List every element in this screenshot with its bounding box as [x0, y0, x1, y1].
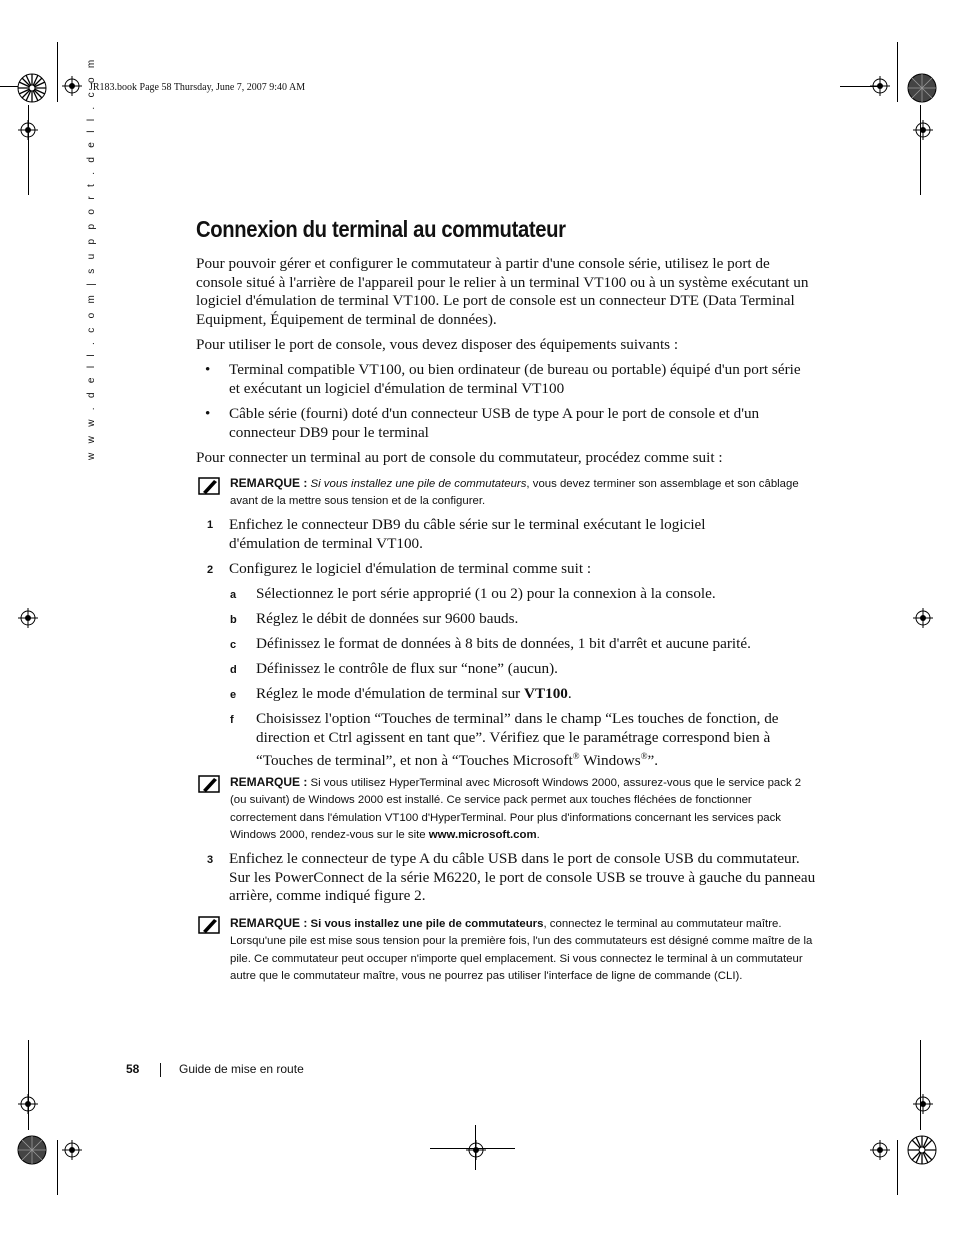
substep-letter: b — [230, 614, 237, 626]
crop-mark — [28, 1040, 29, 1130]
note-remarque — [230, 475, 815, 511]
substep-text: Définissez le format de données à 8 bits de données, 1 bit d'arrêt et aucune parité. — [256, 635, 751, 652]
substep-text-part: Réglez le mode d'émulation de terminal sur — [256, 685, 525, 702]
crosshair-icon — [18, 608, 38, 628]
substep-text — [256, 710, 804, 771]
substep-letter: e — [230, 689, 237, 701]
note-pencil-icon — [198, 477, 220, 495]
note-pencil-icon — [198, 916, 220, 934]
crop-mark — [897, 42, 898, 102]
page-number: 58 — [126, 1062, 140, 1076]
bullet-marker: • — [205, 405, 211, 422]
step-number: 3 — [207, 854, 214, 866]
substep-text: Sélectionnez le port série approprié (1 ou 2) pour la connexion à la console. — [256, 585, 716, 602]
crosshair-icon — [913, 1094, 933, 1114]
substep-text-end: . — [567, 685, 572, 702]
footer-separator — [160, 1063, 161, 1077]
crop-mark — [920, 1040, 921, 1130]
intro-paragraph-2: Pour utiliser le port de console, vous devez disposer des équipements suivants : — [196, 336, 679, 353]
footer-title: Guide de mise en route — [179, 1062, 304, 1076]
note-link[interactable]: www.microsoft.com — [428, 828, 537, 841]
sidebar-url-text: w w w . d e l l . c o m | s u p p o r t . d e l l . c o m — [86, 56, 97, 460]
intro-paragraph: Pour pouvoir gérer et configurer le commutateur à partir d'une console série, utilisez le port de console situé à l'arrière de l'appareil pour le relier à un terminal VT100 ou à un système exécutant un logiciel d'émulation de terminal VT100. Le port de console est un connecteur DTE (Data Terminal Equipment, Équipement de terminal de données). — [196, 255, 809, 328]
substep-letter: c — [230, 639, 237, 651]
step-number: 2 — [207, 564, 214, 576]
registration-wheel-icon — [906, 1134, 938, 1166]
procedure-intro: Pour connecter un terminal au port de console du commutateur, procédez comme suit : — [196, 449, 723, 466]
substep-bold-value: VT100 — [524, 685, 568, 702]
crop-mark — [920, 105, 921, 195]
note-remarque — [230, 915, 815, 985]
crosshair-icon — [18, 1094, 38, 1114]
crosshair-icon — [62, 76, 82, 96]
note-text: Si vous utilisez HyperTerminal avec Microsoft Windows 2000, assurez-vous que le service pack 2 (ou suivant) de Windows 2000 est installé. Ce service pack permet aux touches fléchées de fonctionner correctement dans l'émulation VT100 d'HyperTerminal. Pour plus d'informations concernant les services pack Windows 2000, rendez-vous sur le site — [230, 777, 802, 841]
substep-text-end: ”. — [647, 752, 659, 770]
note-remarque — [230, 774, 815, 844]
note-bold-text: Si vous installez une pile de commutateurs — [310, 918, 544, 930]
registration-wheel-icon — [16, 72, 48, 104]
note-text: , connectez le terminal au commutateur maître. Lorsqu'une pile est mise sous tension pour la première fois, l'un des commutateurs est désigné comme maître de la pile. Ce commutateur peut occuper n'importe quel emplacement. Si vous connectez le terminal à un commutateur autre que le commutateur maître, vous ne pourrez pas utiliser l'interface de ligne de commande (CLI). — [230, 918, 813, 982]
substep-letter: a — [230, 589, 237, 601]
note-text-end: . — [536, 828, 540, 841]
substep-text: Définissez le contrôle de flux sur “none” (aucun). — [256, 660, 558, 677]
step-text: Enfichez le connecteur DB9 du câble série sur le terminal exécutant le logiciel d'émulation de terminal VT100. — [229, 516, 706, 552]
bullet-marker: • — [205, 361, 211, 378]
substep-text-part: Choisissez l'option “Touches de terminal” dans le champ “Les touches de fonction, de direction et Ctrl agissent en tant que”. Vérifiez que le paramétrage correspond bien à “Touches de terminal”, et non à “Touches Microsoft — [256, 710, 779, 770]
page-title: Connexion du terminal au commutateur — [196, 216, 566, 242]
crop-mark — [28, 105, 29, 195]
crosshair-icon — [62, 1140, 82, 1160]
registration-wheel-icon — [16, 1134, 48, 1166]
substep-text — [256, 685, 816, 704]
substep-text: Réglez le débit de données sur 9600 bauds. — [256, 610, 519, 627]
list-item: Câble série (fourni) doté d'un connecteur USB de type A pour le port de console et d'un connecteur DB9 pour le terminal — [229, 405, 760, 441]
note-italic-text: Si vous installez une pile de commutateurs — [310, 478, 527, 490]
crosshair-icon — [913, 608, 933, 628]
crop-mark — [897, 1140, 898, 1195]
step-number: 1 — [207, 519, 214, 531]
registered-mark: ® — [572, 751, 580, 762]
crop-mark — [57, 1140, 58, 1195]
crosshair-icon — [913, 120, 933, 140]
note-label: REMARQUE : — [230, 916, 308, 930]
crosshair-icon — [870, 76, 890, 96]
substep-text-mid: Windows — [579, 752, 641, 770]
note-label: REMARQUE : — [230, 476, 308, 490]
crosshair-icon — [18, 120, 38, 140]
list-item: Terminal compatible VT100, ou bien ordinateur (de bureau ou portable) équipé d'un port série et exécutant un logiciel d'émulation de terminal VT100 — [229, 361, 801, 397]
note-text: , vous devez terminer son assemblage et son câblage avant de la mettre sous tension et de la configurer. — [230, 478, 799, 508]
crosshair-icon — [870, 1140, 890, 1160]
note-label: REMARQUE : — [230, 775, 308, 789]
note-pencil-icon — [198, 775, 220, 793]
registration-wheel-icon — [906, 72, 938, 104]
crop-mark — [57, 42, 58, 102]
sidebar-url — [84, 56, 98, 468]
step-text: Configurez le logiciel d'émulation de terminal comme suit : — [229, 560, 592, 577]
crosshair-icon — [466, 1140, 486, 1160]
substep-letter: f — [230, 714, 234, 726]
print-header: JR183.book Page 58 Thursday, June 7, 2007 9:40 AM — [89, 82, 306, 93]
registered-mark: ® — [640, 751, 648, 762]
step-text: Enfichez le connecteur de type A du câble USB dans le port de console USB du commutateur. Sur les PowerConnect de la série M6220, le port de console USB se trouve à gauche du panneau arrière, comme indiqué figure 2. — [229, 850, 816, 905]
substep-letter: d — [230, 664, 237, 676]
